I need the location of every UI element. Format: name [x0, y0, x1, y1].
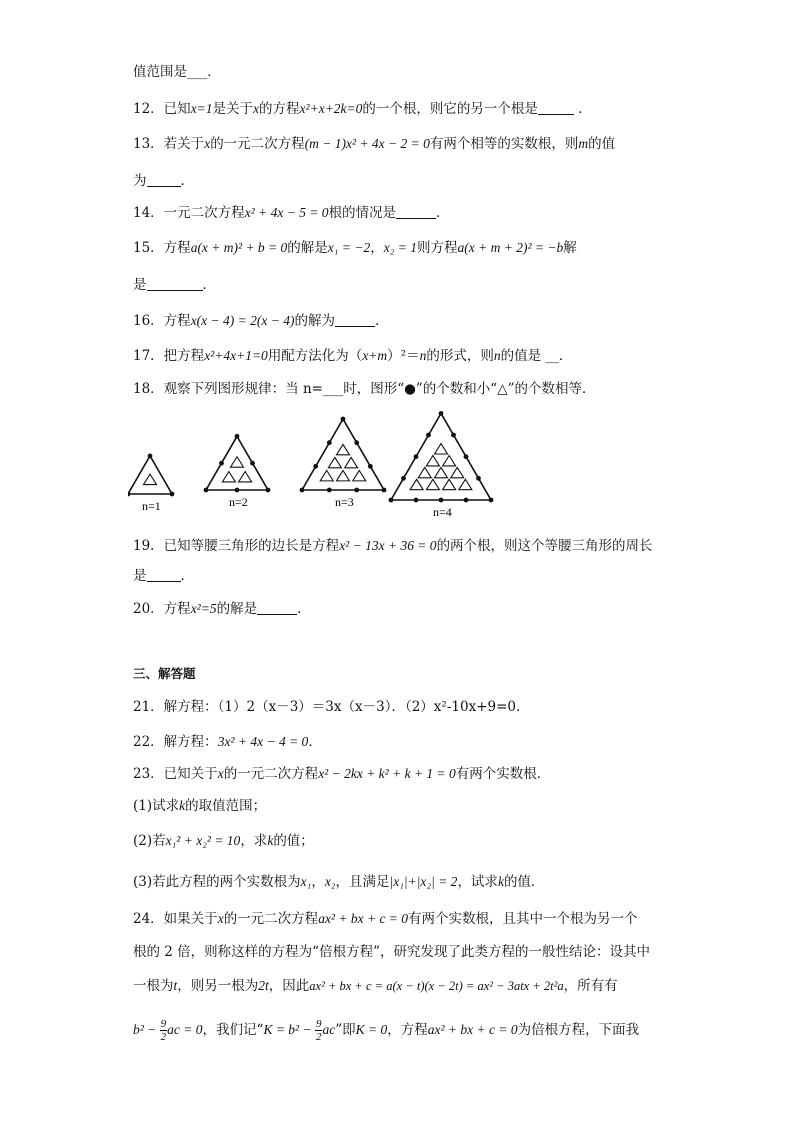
- text: 根的 2 倍，则称这样的方程为“倍根方程”，研究发现了此类方程的一般性结论：设其中: [133, 944, 650, 960]
- question-22: [133, 732, 322, 752]
- question-13-cont: [133, 171, 194, 191]
- text: ．: [578, 101, 592, 117]
- math: x: [217, 766, 224, 781]
- text: 16．方程: [133, 313, 191, 329]
- text: __．: [545, 348, 573, 364]
- text: 的方程: [259, 101, 300, 117]
- question-24-line-3: [133, 976, 618, 996]
- text: 的值．: [503, 874, 545, 890]
- text: 的取值范围；: [185, 798, 267, 814]
- math: K = b² −: [263, 1022, 315, 1037]
- text: 的值: [588, 136, 616, 152]
- question-23-part-1: [133, 796, 266, 816]
- outer-triangle: [391, 413, 491, 500]
- math: x(x − 4) = 2(x − 4): [190, 313, 295, 328]
- text: 17．把方程: [133, 348, 205, 364]
- dot-mark: [354, 488, 359, 493]
- math: ac: [322, 1022, 336, 1037]
- text: ，试求: [457, 874, 498, 890]
- dot-mark: [170, 492, 175, 497]
- math: x+m: [362, 348, 388, 363]
- figure-label: n=1: [142, 499, 161, 513]
- question-15-cont: [133, 275, 216, 295]
- answer-blank: [538, 100, 574, 115]
- small-triangle-mark: [239, 472, 252, 482]
- text: ”即: [335, 1022, 356, 1038]
- triangle-pattern-figure: [128, 408, 498, 526]
- text: 21．解方程：（1）2（x－3）＝3x（x－3）．（2）x²-10x+9=0.: [133, 699, 521, 715]
- text: ．: [202, 277, 216, 293]
- text: ，则另一根为: [177, 978, 259, 994]
- dot-mark: [368, 464, 373, 469]
- small-triangle-mark: [222, 472, 235, 482]
- question-23: [133, 764, 550, 784]
- text: ，因此: [268, 978, 310, 994]
- text: 的解是: [216, 601, 258, 617]
- text: ．: [308, 734, 322, 750]
- dot-mark: [414, 454, 419, 459]
- dot-mark: [414, 498, 419, 503]
- small-triangle-mark: [320, 470, 333, 480]
- section-title: 三、解答题: [133, 666, 196, 681]
- small-triangle-mark: [435, 444, 448, 454]
- figure-label: n=4: [433, 505, 452, 519]
- question-19: [133, 536, 653, 556]
- dot-mark: [235, 488, 240, 493]
- text: ，所有有: [563, 978, 618, 994]
- text: 的值是: [500, 348, 542, 364]
- answer-blank: [147, 567, 181, 582]
- text: 12．已知: [133, 101, 191, 117]
- question-23-part-3: [133, 872, 544, 892]
- dot-mark: [266, 488, 271, 493]
- question-24-line-2: [133, 942, 650, 962]
- small-triangle-mark: [459, 479, 472, 489]
- dot-mark: [439, 498, 444, 503]
- math: x²=5: [190, 601, 217, 616]
- outer-triangle: [206, 436, 268, 490]
- question-19-cont: [133, 566, 194, 586]
- text: 的一元二次方程: [210, 136, 305, 152]
- dot-mark: [489, 498, 494, 503]
- small-triangle-mark: [337, 470, 350, 480]
- small-triangle-mark: [426, 479, 439, 489]
- math: ac = 0: [167, 1022, 203, 1037]
- text: ．: [297, 601, 311, 617]
- small-triangle-mark: [144, 474, 157, 484]
- math: ax² + bx + c = 0: [427, 1022, 518, 1037]
- math: x: [204, 136, 211, 151]
- text: ，且满足: [335, 874, 390, 890]
- small-triangle-mark: [410, 479, 423, 489]
- answer-blank: [147, 172, 181, 187]
- question-24-line-4: [133, 1018, 639, 1043]
- math: ax² + bx + c = 0: [318, 911, 409, 926]
- text: 的解为: [294, 313, 335, 329]
- text: 20．方程: [133, 601, 191, 617]
- dot-mark: [451, 433, 456, 438]
- question-13: [133, 134, 615, 154]
- text: 是: [133, 568, 147, 584]
- text: 的一个根，则它的另一个根是: [362, 101, 538, 117]
- question-15: [133, 238, 577, 258]
- text: 的两个根，则这个等腰三角形的周长: [436, 538, 653, 554]
- dot-mark: [235, 434, 240, 439]
- dot-mark: [204, 488, 209, 493]
- text: 19．已知等腰三角形的边长是方程: [133, 538, 340, 554]
- text: ，我们记“: [202, 1022, 264, 1038]
- math: k: [179, 798, 186, 813]
- small-triangle-mark: [426, 456, 439, 466]
- figure-label: n=3: [335, 495, 354, 509]
- dot-mark: [219, 461, 224, 466]
- math: x=1: [190, 101, 213, 116]
- text: 解: [563, 240, 577, 256]
- math: x² + 4x − 5 = 0: [244, 205, 329, 220]
- text: ）²＝: [387, 348, 420, 364]
- math: n: [419, 348, 427, 363]
- math: m: [578, 136, 589, 151]
- math: (m − 1)x² + 4x − 2 = 0: [304, 136, 430, 151]
- text: 用配方法化为（: [267, 348, 363, 364]
- text: 13．若关于: [133, 136, 205, 152]
- text: ，方程: [387, 1022, 428, 1038]
- small-triangle-mark: [435, 467, 448, 477]
- math: x²+x+2k=0: [299, 101, 363, 116]
- text: ，: [311, 874, 325, 890]
- math: a(x + m + 2)² = −b: [457, 240, 564, 255]
- dot-mark: [464, 454, 469, 459]
- question-18: [133, 379, 596, 399]
- answer-blank: [257, 600, 297, 615]
- small-triangle-mark: [418, 467, 431, 477]
- text: 的一元二次方程: [223, 911, 319, 927]
- dot-mark: [341, 417, 346, 422]
- text: ．: [374, 313, 389, 329]
- dot-mark: [476, 476, 481, 481]
- answer-blank: [147, 276, 203, 291]
- dot-mark: [300, 488, 305, 493]
- dot-mark: [382, 488, 387, 493]
- dot-mark: [439, 411, 444, 416]
- text: 则方程: [417, 240, 458, 256]
- dot-mark: [426, 433, 431, 438]
- question-17: [133, 346, 572, 366]
- answer-blank: [396, 204, 436, 219]
- text: 值范围是___．: [133, 64, 221, 80]
- text: ．: [180, 173, 194, 189]
- question-24: [133, 909, 638, 929]
- small-triangle-mark: [337, 444, 350, 454]
- small-triangle-mark: [345, 457, 358, 467]
- text: 是: [133, 277, 147, 293]
- dot-mark: [250, 461, 255, 466]
- text: 的解是: [287, 240, 328, 256]
- text: 的一元二次方程: [223, 766, 319, 782]
- figure-label: n=2: [229, 495, 248, 509]
- text: (1)试求: [133, 798, 180, 814]
- math: |x₁|+|x₂| = 2: [389, 874, 458, 889]
- text: 是关于: [212, 101, 254, 117]
- math: x₂: [324, 874, 336, 889]
- dot-mark: [148, 454, 153, 459]
- fraction-denominator: 2: [160, 1031, 167, 1043]
- text: ，求: [240, 833, 268, 849]
- math: x₁: [300, 874, 312, 889]
- text: 15．方程: [133, 240, 191, 256]
- text: 为: [133, 173, 147, 189]
- question-21: [133, 697, 520, 717]
- text: ．: [180, 568, 194, 584]
- text: 有两个实数根．: [455, 766, 551, 782]
- question-12: [133, 99, 592, 119]
- math: t: [173, 978, 178, 993]
- text: 有两个实数根，且其中一个根为另一个: [408, 911, 638, 927]
- text: 14．一元二次方程: [133, 205, 245, 221]
- text: 一根为: [133, 978, 174, 994]
- text: 24．如果关于: [133, 911, 218, 927]
- dot-mark: [389, 498, 394, 503]
- dot-mark: [327, 440, 332, 445]
- text: (2)若: [133, 833, 166, 849]
- text: 18．观察下列图形规律：当 n=___时，图形“●”的个数和小“△”的个数相等．: [133, 381, 596, 397]
- question-23-part-2: [133, 831, 314, 851]
- math: x: [217, 911, 224, 926]
- text: 23．已知关于: [133, 766, 218, 782]
- dot-mark: [327, 488, 332, 493]
- dot-mark: [354, 440, 359, 445]
- dot-mark: [464, 498, 469, 503]
- math: k: [267, 833, 274, 848]
- question-16: [133, 311, 388, 331]
- math: x₁ = −2: [327, 240, 371, 255]
- math: 2t: [258, 978, 269, 993]
- math: b² −: [133, 1022, 160, 1037]
- text: 的值；: [273, 833, 314, 849]
- text: (3)若此方程的两个实数根为: [133, 874, 301, 890]
- math: ax² + bx + c = a(x − t)(x − 2t) = ax² − 3atx + 2t²a: [309, 979, 564, 993]
- question-20: [133, 599, 311, 619]
- math: x₂ = 1: [383, 240, 417, 255]
- small-triangle-mark: [328, 457, 341, 467]
- math: x: [253, 101, 260, 116]
- small-triangle-mark: [451, 467, 464, 477]
- text: ．: [436, 205, 450, 221]
- math: x₁² + x₂² = 10: [165, 833, 241, 848]
- question-14: [133, 203, 450, 223]
- text: 为倍根方程，下面我: [517, 1022, 640, 1038]
- text: 22．解方程：: [133, 734, 218, 750]
- math: x² − 2kx + k² + k + 1 = 0: [318, 766, 456, 781]
- text: ，: [370, 240, 384, 256]
- dot-mark: [401, 476, 406, 481]
- fraction-numerator: 9: [315, 1018, 322, 1030]
- dot-mark: [128, 492, 130, 497]
- math: K = 0: [355, 1022, 388, 1037]
- math: x²+4x+1=0: [204, 348, 268, 363]
- small-triangle-mark: [443, 479, 456, 489]
- small-triangle-mark: [353, 470, 366, 480]
- math: a(x + m)² + b = 0: [190, 240, 288, 255]
- answer-blank: [335, 312, 375, 327]
- math: x² − 13x + 36 = 0: [339, 538, 437, 553]
- small-triangle-mark: [443, 456, 456, 466]
- math: 3x² + 4x − 4 = 0: [217, 734, 309, 749]
- math: n: [493, 348, 501, 363]
- text: 的形式，则: [426, 348, 494, 364]
- dot-mark: [313, 464, 318, 469]
- small-triangle-mark: [231, 457, 244, 467]
- text: 根的情况是: [328, 205, 397, 221]
- fraction-numerator: 9: [160, 1018, 167, 1030]
- section-3-heading: [133, 664, 196, 684]
- math: k: [497, 874, 504, 889]
- text: 有两个相等的实数根，则: [429, 136, 579, 152]
- fraction-denominator: 2: [315, 1031, 322, 1043]
- line-continuation: [133, 62, 221, 82]
